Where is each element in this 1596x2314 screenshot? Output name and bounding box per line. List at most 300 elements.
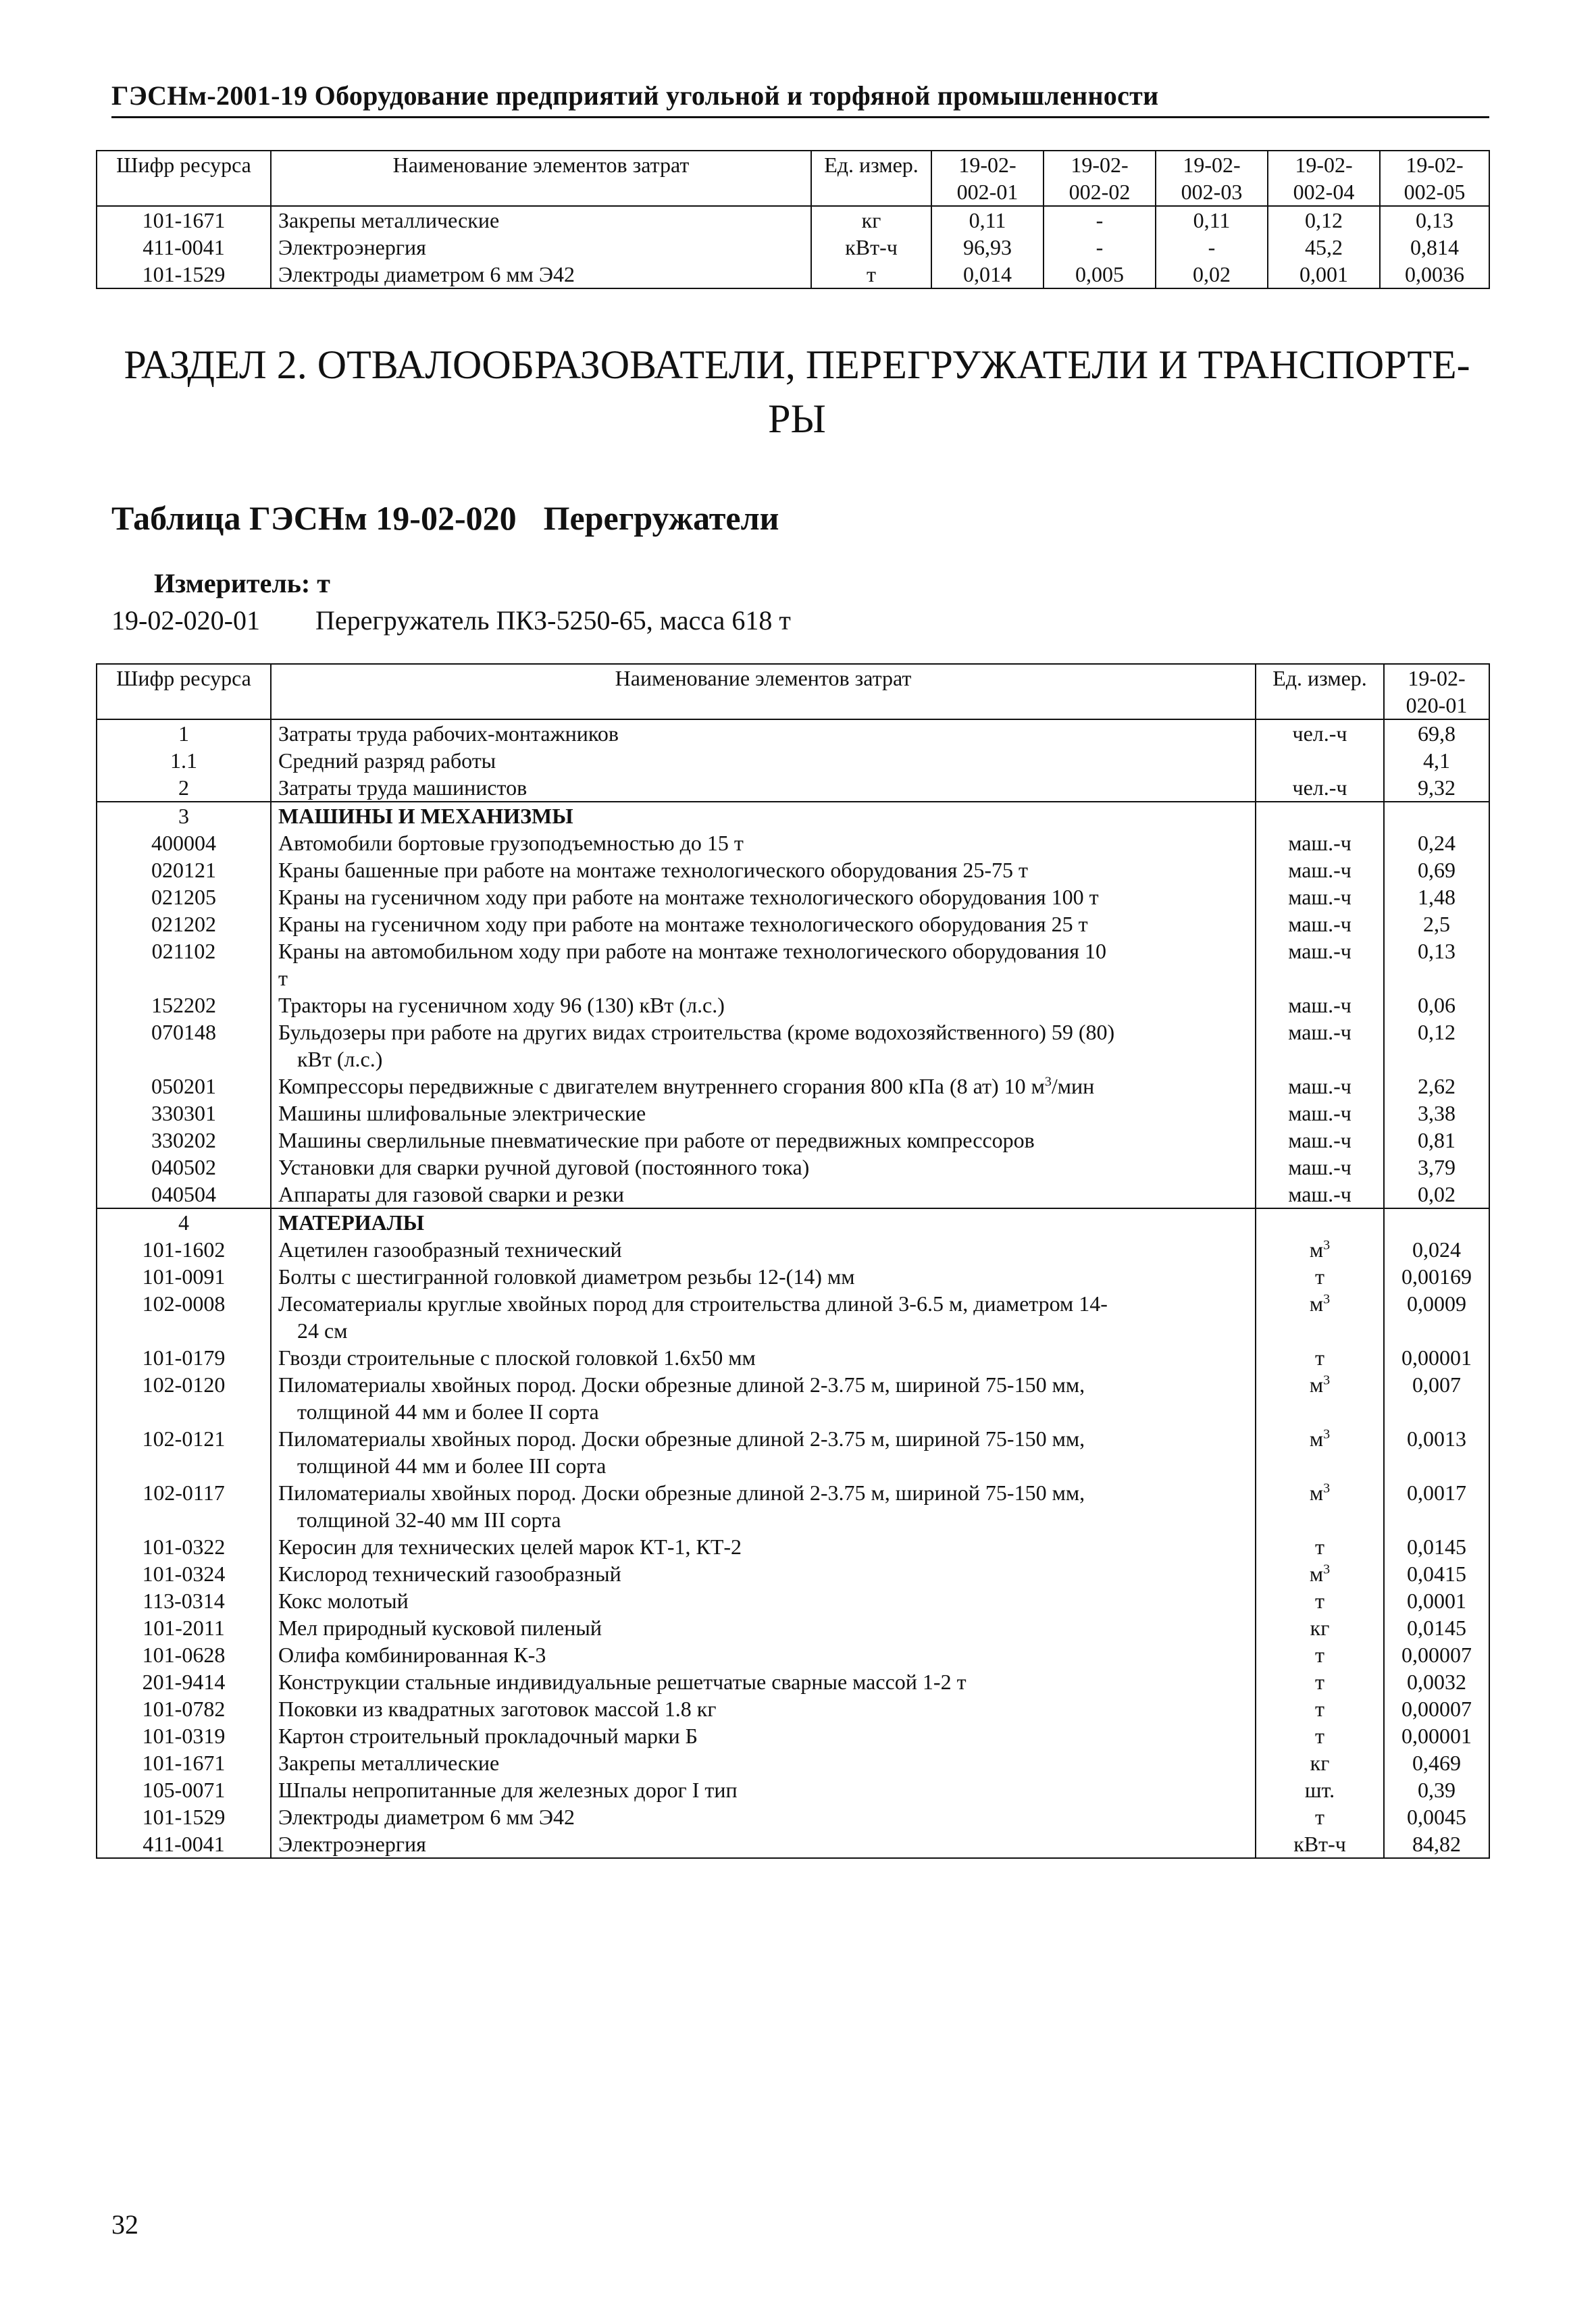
cost-element-name-text: Автомобили бортовые грузоподъемностью до 15 т <box>278 831 744 855</box>
resource-code-text: 101-1529 <box>142 1805 226 1829</box>
value-cell: 0,814 <box>1380 234 1489 261</box>
value-cell: - <box>1044 206 1156 234</box>
unit-cell-text: маш.-ч <box>1288 1155 1352 1179</box>
value-cell <box>1384 992 1489 1019</box>
cost-element-name-text: Закрепы металлические <box>278 1751 500 1775</box>
unit-cell-text: т <box>1315 1724 1324 1748</box>
value-cell <box>1384 1127 1489 1154</box>
unit-cell <box>1256 1479 1384 1533</box>
resource-code <box>97 856 271 883</box>
resource-code-text: 102-0120 <box>142 1372 226 1397</box>
value-cell <box>1384 1803 1489 1830</box>
table-row <box>97 1614 1489 1641</box>
resource-code-text: 101-0322 <box>142 1535 226 1559</box>
cost-element-name <box>271 1533 1256 1560</box>
value-cell-text: 9,32 <box>1418 775 1456 800</box>
value-cell: 0,11 <box>1156 206 1268 234</box>
value-cell: - <box>1044 234 1156 261</box>
cost-element-name-text: Затраты труда рабочих-монтажников <box>278 721 619 746</box>
value-cell-text: 1,48 <box>1418 885 1456 909</box>
resource-code-text: 201-9414 <box>142 1670 226 1694</box>
value-cell <box>1384 1290 1489 1344</box>
value-cell-text: 4,1 <box>1423 748 1450 773</box>
resource-code <box>97 1479 271 1533</box>
cost-element-name-text: Шпалы непропитанные для железных дорог I тип <box>278 1778 738 1802</box>
continuation-table <box>96 150 1490 289</box>
resource-code: 101-1529 <box>97 261 271 288</box>
table-row <box>97 1587 1489 1614</box>
resource-code-text: 2 <box>178 775 189 800</box>
resource-code-text: 101-0782 <box>142 1697 226 1721</box>
value-cell-text: 0,0415 <box>1407 1562 1466 1586</box>
table-header-row <box>97 151 1489 206</box>
cost-element-name <box>271 774 1256 802</box>
unit-cell-text: маш.-ч <box>1288 885 1352 909</box>
cost-element-name-continuation: 24 см <box>297 1318 348 1343</box>
cost-element-name: Электроды диаметром 6 мм Э42 <box>271 261 811 288</box>
column-header-unit: Ед. измер. <box>1256 664 1384 719</box>
resource-code <box>97 1263 271 1290</box>
unit-cell <box>1256 1371 1384 1425</box>
unit-cell-text: маш.-ч <box>1288 1182 1352 1206</box>
unit-cell-text: кВт-ч <box>1293 1832 1346 1856</box>
cost-element-name-text: Затраты труда машинистов <box>278 775 527 800</box>
cost-element-name <box>271 856 1256 883</box>
resource-code-text: 040502 <box>151 1155 216 1179</box>
cost-element-name-text: Электроэнергия <box>278 1832 426 1856</box>
value-cell: 0,13 <box>1380 206 1489 234</box>
cost-element-name <box>271 1181 1256 1208</box>
value-cell-text: 0,0001 <box>1407 1589 1466 1613</box>
column-header-code: 19-02- 002-03 <box>1156 151 1268 206</box>
unit-cell-text: т <box>1315 1345 1324 1370</box>
value-cell <box>1384 719 1489 747</box>
unit-cell-text: м <box>1309 1291 1324 1316</box>
value-cell <box>1384 1154 1489 1181</box>
unit-cell-text: маш.-ч <box>1288 993 1352 1017</box>
cost-element-name-continuation: толщиной 32-40 мм III сорта <box>297 1508 561 1532</box>
table-row <box>97 1371 1489 1425</box>
cost-element-name-text: Средний разряд работы <box>278 748 496 773</box>
unit-cell <box>1256 937 1384 992</box>
resource-code <box>97 1695 271 1722</box>
unit-cell <box>1256 1830 1384 1858</box>
resource-code <box>97 1614 271 1641</box>
item-code: 19-02-020-01 <box>111 605 260 636</box>
cost-element-name <box>271 1641 1256 1668</box>
cost-element-name-text: Пиломатериалы хвойных пород. Доски обрезные длиной 2-3.75 м, шириной 75-150 мм, <box>278 1481 1085 1505</box>
unit-cell-text: т <box>1315 1670 1324 1694</box>
unit-cell: кВт-ч <box>811 234 931 261</box>
unit-cell-text: т <box>1315 1805 1324 1829</box>
cost-element-name-text: Бульдозеры при работе на других видах строительства (кроме водохозяйственного) 59 (80) <box>278 1020 1115 1044</box>
unit-cell-text: маш.-ч <box>1288 1074 1352 1098</box>
cost-element-name-continuation: толщиной 44 мм и более II сорта <box>297 1399 599 1424</box>
unit-cell-text: т <box>1315 1589 1324 1613</box>
value-cell <box>1384 1208 1489 1236</box>
cost-element-name <box>271 937 1256 992</box>
unit-cell <box>1256 774 1384 802</box>
value-cell: 45,2 <box>1268 234 1380 261</box>
table-row <box>97 802 1489 829</box>
unit-cell <box>1256 883 1384 910</box>
cost-element-name <box>271 1749 1256 1776</box>
column-header-code: 19-02- 020-01 <box>1384 664 1489 719</box>
cost-element-name-text: Пиломатериалы хвойных пород. Доски обрезные длиной 2-3.75 м, шириной 75-150 мм, <box>278 1372 1085 1397</box>
resource-code <box>97 1668 271 1695</box>
unit-cell <box>1256 1181 1384 1208</box>
value-cell-text: 0,00001 <box>1401 1345 1472 1370</box>
value-cell: 0,0036 <box>1380 261 1489 288</box>
cost-element-name-text: Картон строительный прокладочный марки Б <box>278 1724 698 1748</box>
cost-element-name-text: Кокс молотый <box>278 1589 409 1613</box>
table-row <box>97 234 1489 261</box>
value-cell-text: 0,0032 <box>1407 1670 1466 1694</box>
cost-element-name-text: Электроды диаметром 6 мм Э42 <box>278 1805 575 1829</box>
cost-element-name <box>271 1776 1256 1803</box>
value-cell <box>1384 883 1489 910</box>
unit-cell <box>1256 1425 1384 1479</box>
table-row <box>97 883 1489 910</box>
column-header-name: Наименование элементов затрат <box>271 151 811 206</box>
unit-cell-text: т <box>1315 1697 1324 1721</box>
unit-cell <box>1256 1587 1384 1614</box>
table-row <box>97 910 1489 937</box>
unit-cell-text: маш.-ч <box>1288 912 1352 936</box>
unit-cell-text: т <box>1315 1535 1324 1559</box>
resource-code <box>97 937 271 992</box>
unit-cell <box>1256 1668 1384 1695</box>
cost-element-name <box>271 1560 1256 1587</box>
value-cell-text: 0,0009 <box>1407 1291 1466 1316</box>
resource-code <box>97 1100 271 1127</box>
table-row <box>97 992 1489 1019</box>
resource-code-text: 040504 <box>151 1182 216 1206</box>
cost-element-name-continuation: т <box>278 966 288 990</box>
value-cell <box>1384 1830 1489 1858</box>
cost-element-name <box>271 1614 1256 1641</box>
resource-code <box>97 829 271 856</box>
unit-cell <box>1256 1100 1384 1127</box>
cost-element-name <box>271 1668 1256 1695</box>
resource-code-text: 050201 <box>151 1074 216 1098</box>
value-cell <box>1384 1668 1489 1695</box>
value-cell-text: 0,24 <box>1418 831 1456 855</box>
table-row <box>97 856 1489 883</box>
unit-cell <box>1256 1127 1384 1154</box>
resource-code: 101-1671 <box>97 206 271 234</box>
resource-code <box>97 1290 271 1344</box>
cost-element-name <box>271 1263 1256 1290</box>
resource-code <box>97 1344 271 1371</box>
resource-code <box>97 1127 271 1154</box>
table-row <box>97 261 1489 288</box>
value-cell <box>1384 1560 1489 1587</box>
resource-code <box>97 1019 271 1073</box>
cost-element-name-text: Установки для сварки ручной дуговой (постоянного тока) <box>278 1155 810 1179</box>
cost-element-name <box>271 1019 1256 1073</box>
resource-code-text: 1 <box>178 721 189 746</box>
column-header-code: 19-02- 002-05 <box>1380 151 1489 206</box>
value-cell-text: 0,06 <box>1418 993 1456 1017</box>
resource-code-text: 400004 <box>151 831 216 855</box>
cost-element-name-text: Болты с шестигранной головкой диаметром резьбы 12-(14) мм <box>278 1264 855 1289</box>
value-cell-text: 3,38 <box>1418 1101 1456 1125</box>
cost-element-name <box>271 1344 1256 1371</box>
value-cell <box>1384 1236 1489 1263</box>
section-heading-line: РАЗДЕЛ 2. ОТВАЛООБРАЗОВАТЕЛИ, ПЕРЕГРУЖАТЕЛИ И ТРАНСПОРТЕ- <box>124 342 1470 387</box>
resource-code <box>97 1073 271 1100</box>
value-cell: 0,014 <box>931 261 1044 288</box>
resource-code <box>97 1776 271 1803</box>
table-row <box>97 1208 1489 1236</box>
value-cell <box>1384 747 1489 774</box>
page-number: 32 <box>111 2209 138 2240</box>
resource-code <box>97 1749 271 1776</box>
unit-cell <box>1256 1560 1384 1587</box>
unit-cell <box>1256 1722 1384 1749</box>
cost-element-name-text: Тракторы на гусеничном ходу 96 (130) кВт (л.с.) <box>278 993 725 1017</box>
table-row <box>97 1641 1489 1668</box>
unit-cell-text: м <box>1309 1481 1324 1505</box>
item-name: Перегружатель ПКЗ-5250-65, масса 618 т <box>315 605 791 636</box>
unit-cell-text: шт. <box>1304 1778 1335 1802</box>
unit-cell <box>1256 1154 1384 1181</box>
cost-element-name <box>271 1479 1256 1533</box>
cost-element-name-text: Кислород технический газообразный <box>278 1562 621 1586</box>
unit-cell-text: м <box>1309 1562 1324 1586</box>
cost-element-name <box>271 1127 1256 1154</box>
value-cell <box>1384 1749 1489 1776</box>
resource-code-text: 152202 <box>151 993 216 1017</box>
unit-cell <box>1256 1344 1384 1371</box>
resource-code <box>97 1371 271 1425</box>
resource-code-text: 101-0324 <box>142 1562 226 1586</box>
value-cell-text: 2,62 <box>1418 1074 1456 1098</box>
resource-code <box>97 774 271 802</box>
unit-cell <box>1256 802 1384 829</box>
unit-cell-text: чел.-ч <box>1292 775 1347 800</box>
resource-code-text: 101-1602 <box>142 1237 226 1262</box>
unit-cell <box>1256 1695 1384 1722</box>
superscript: 3 <box>1323 1291 1331 1307</box>
resource-code-text: 102-0117 <box>143 1481 225 1505</box>
table-row <box>97 1830 1489 1858</box>
cost-element-name-text: Конструкции стальные индивидуальные решетчатые сварные массой 1-2 т <box>278 1670 967 1694</box>
resource-code <box>97 1154 271 1181</box>
value-cell-text: 2,5 <box>1423 912 1450 936</box>
resource-code-text: 105-0071 <box>142 1778 226 1802</box>
table-row <box>97 1154 1489 1181</box>
unit-cell-text: маш.-ч <box>1288 1101 1352 1125</box>
cost-element-name <box>271 1587 1256 1614</box>
resource-code: 411-0041 <box>97 234 271 261</box>
table-row <box>97 774 1489 802</box>
unit-cell <box>1256 719 1384 747</box>
cost-element-name-text: Аппараты для газовой сварки и резки <box>278 1182 624 1206</box>
unit-cell <box>1256 1208 1384 1236</box>
value-cell-text: 0,469 <box>1412 1751 1461 1775</box>
cost-element-name-text: Мел природный кусковой пиленый <box>278 1616 602 1640</box>
resource-code <box>97 719 271 747</box>
table-row <box>97 1749 1489 1776</box>
column-header-code: 19-02- 002-04 <box>1268 151 1380 206</box>
cost-element-name-text: Гвозди строительные с плоской головкой 1.6х50 мм <box>278 1345 756 1370</box>
value-cell <box>1384 1587 1489 1614</box>
resource-code <box>97 1722 271 1749</box>
superscript: 3 <box>1323 1426 1331 1442</box>
value-cell <box>1384 1263 1489 1290</box>
cost-element-name <box>271 829 1256 856</box>
cost-element-name-tail: /мин <box>1051 1074 1095 1098</box>
resource-code-text: 1.1 <box>170 748 197 773</box>
cost-element-name-text: Компрессоры передвижные с двигателем внутреннего сгорания 800 кПа (8 ат) 10 м <box>278 1074 1045 1098</box>
resource-code-text: 021202 <box>151 912 216 936</box>
table-row <box>97 1344 1489 1371</box>
table-row <box>97 937 1489 992</box>
header-rule <box>111 116 1489 118</box>
value-cell-text: 0,0145 <box>1407 1616 1466 1640</box>
resource-code-text: 330202 <box>151 1128 216 1152</box>
cost-element-name-text: Машины шлифовальные электрические <box>278 1101 646 1125</box>
value-cell: 0,001 <box>1268 261 1380 288</box>
unit-cell <box>1256 1749 1384 1776</box>
value-cell <box>1384 1371 1489 1425</box>
value-cell-text: 0,0017 <box>1407 1481 1466 1505</box>
cost-element-name: Закрепы металлические <box>271 206 811 234</box>
resource-code <box>97 1803 271 1830</box>
resource-code <box>97 1533 271 1560</box>
cost-element-name <box>271 1236 1256 1263</box>
cost-element-name <box>271 802 1256 829</box>
column-header-resource: Шифр ресурса <box>97 664 271 719</box>
unit-cell <box>1256 856 1384 883</box>
unit-cell-text: маш.-ч <box>1288 1020 1352 1044</box>
unit-cell-text: м <box>1309 1237 1324 1262</box>
value-cell-text: 0,13 <box>1418 939 1456 963</box>
unit-cell-text: маш.-ч <box>1288 1128 1352 1152</box>
cost-element-name-text: МАТЕРИАЛЫ <box>278 1210 424 1235</box>
resource-code <box>97 1641 271 1668</box>
resource-code <box>97 1560 271 1587</box>
unit-cell <box>1256 829 1384 856</box>
value-cell: 0,02 <box>1156 261 1268 288</box>
unit-cell-text: маш.-ч <box>1288 858 1352 882</box>
cost-element-name-text: Керосин для технических целей марок КТ-1, КТ-2 <box>278 1535 742 1559</box>
cost-element-name <box>271 1208 1256 1236</box>
table-row <box>97 1236 1489 1263</box>
value-cell-text: 0,69 <box>1418 858 1456 882</box>
cost-element-name-text: Краны на гусеничном ходу при работе на монтаже технологического оборудования 100 т <box>278 885 1099 909</box>
unit-cell <box>1256 1614 1384 1641</box>
resource-code <box>97 1208 271 1236</box>
resource-code <box>97 1587 271 1614</box>
value-cell <box>1384 1479 1489 1533</box>
superscript: 3 <box>1323 1237 1331 1253</box>
value-cell-text: 0,02 <box>1418 1182 1456 1206</box>
value-cell <box>1384 1695 1489 1722</box>
value-cell <box>1384 1614 1489 1641</box>
value-cell-text: 0,00001 <box>1401 1724 1472 1748</box>
value-cell <box>1384 1181 1489 1208</box>
resource-code-text: 101-0628 <box>142 1643 226 1667</box>
resource-code-text: 102-0008 <box>142 1291 226 1316</box>
cost-element-name-continuation: толщиной 44 мм и более III сорта <box>297 1454 607 1478</box>
unit-cell <box>1256 1263 1384 1290</box>
table-row <box>97 829 1489 856</box>
value-cell <box>1384 1344 1489 1371</box>
resource-table <box>96 663 1490 1859</box>
value-cell-text: 0,39 <box>1418 1778 1456 1802</box>
table-row <box>97 1263 1489 1290</box>
value-cell <box>1384 1425 1489 1479</box>
resource-code-text: 3 <box>178 804 189 828</box>
item-line <box>111 605 791 636</box>
table-row <box>97 1803 1489 1830</box>
unit-cell <box>1256 1533 1384 1560</box>
unit-cell-text: м <box>1309 1372 1324 1397</box>
resource-code-text: 4 <box>178 1210 189 1235</box>
table-row <box>97 1073 1489 1100</box>
value-cell: 96,93 <box>931 234 1044 261</box>
superscript: 3 <box>1323 1481 1331 1496</box>
value-cell: 0,11 <box>931 206 1044 234</box>
table-row <box>97 1722 1489 1749</box>
unit-cell: кг <box>811 206 931 234</box>
cost-element-name <box>271 1100 1256 1127</box>
value-cell <box>1384 1776 1489 1803</box>
unit-cell <box>1256 992 1384 1019</box>
value-cell-text: 3,79 <box>1418 1155 1456 1179</box>
value-cell <box>1384 1533 1489 1560</box>
resource-code <box>97 1236 271 1263</box>
unit-cell-text: т <box>1315 1264 1324 1289</box>
measure-unit: Измеритель: т <box>154 568 330 598</box>
cost-element-name-text: МАШИНЫ И МЕХАНИЗМЫ <box>278 804 573 828</box>
cost-element-name <box>271 747 1256 774</box>
value-cell <box>1384 802 1489 829</box>
running-header: ГЭСНм-2001-19 Оборудование предприятий угольной и торфяной промышленности <box>111 80 1159 111</box>
unit-cell-text: м <box>1309 1426 1324 1451</box>
superscript: 3 <box>1323 1562 1331 1577</box>
cost-element-name <box>271 1290 1256 1344</box>
unit-cell-text: чел.-ч <box>1292 721 1347 746</box>
unit-cell-text: т <box>1315 1643 1324 1667</box>
cost-element-name <box>271 1830 1256 1858</box>
cost-element-name <box>271 910 1256 937</box>
table-row <box>97 1425 1489 1479</box>
resource-code <box>97 992 271 1019</box>
column-header-code: 19-02- 002-01 <box>931 151 1044 206</box>
cost-element-name <box>271 1803 1256 1830</box>
cost-element-name-continuation: кВт (л.с.) <box>297 1047 383 1071</box>
value-cell <box>1384 1073 1489 1100</box>
table-row <box>97 1127 1489 1154</box>
value-cell <box>1384 1100 1489 1127</box>
resource-code-text: 330301 <box>151 1101 216 1125</box>
resource-code-text: 411-0041 <box>143 1832 225 1856</box>
unit-cell-text: маш.-ч <box>1288 939 1352 963</box>
column-header-unit: Ед. измер. <box>811 151 931 206</box>
cost-element-name <box>271 1073 1256 1100</box>
unit-cell-text: маш.-ч <box>1288 831 1352 855</box>
cost-element-name-text: Краны на автомобильном ходу при работе на монтаже технологического оборудования 10 <box>278 939 1106 963</box>
unit-cell <box>1256 1776 1384 1803</box>
resource-code-text: 101-2011 <box>143 1616 225 1640</box>
value-cell: 0,12 <box>1268 206 1380 234</box>
resource-code-text: 021102 <box>151 939 216 963</box>
value-cell <box>1384 1641 1489 1668</box>
